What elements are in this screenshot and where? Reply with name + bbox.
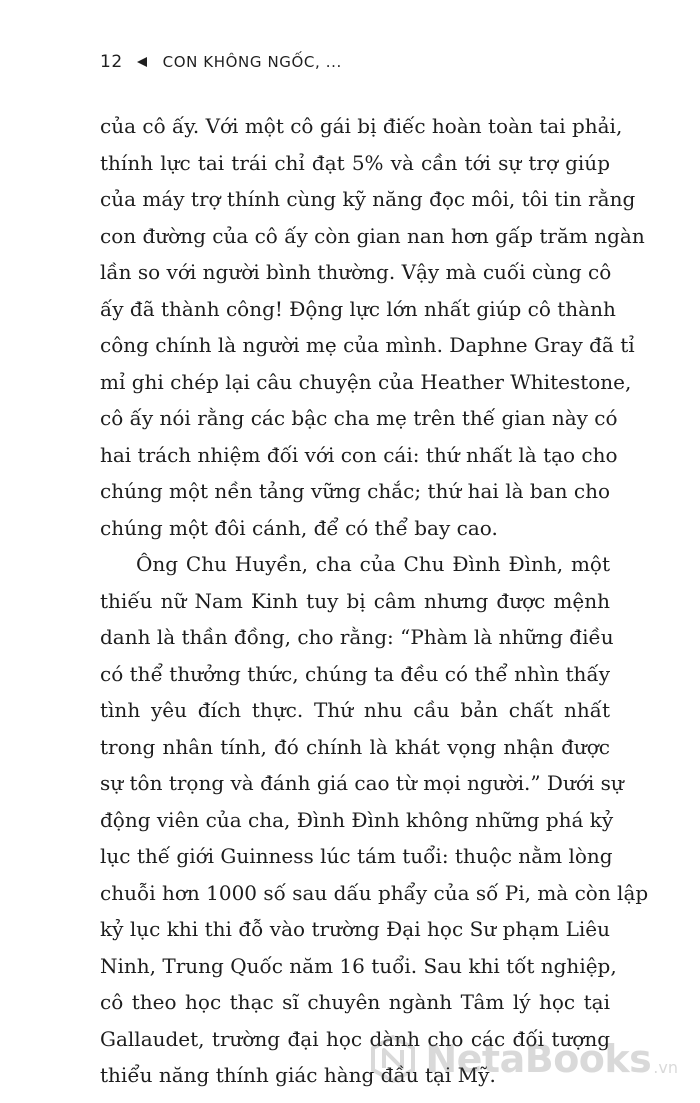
text-line: Ninh, Trung Quốc năm 16 tuổi. Sau khi tốt nghiệp, — [100, 953, 617, 978]
text-line: danh là thần đồng, cho rằng: “Phàm là những điều — [100, 625, 614, 649]
text-line: hai trách nhiệm đối với con cái: thứ nhất là tạo cho — [100, 442, 618, 467]
left-arrow-icon — [137, 57, 147, 67]
text-line: chuỗi hơn 1000 số sau dấu phẩy của số Pi, mà còn lập — [100, 880, 649, 905]
watermark-brand: NetaBooks — [425, 1037, 652, 1081]
text-line: ấy đã thành công! Động lực lớn nhất giúp cô thành — [100, 296, 616, 321]
text-line: của cô ấy. Với một cô gái bị điếc hoàn toàn tai phải, — [100, 114, 623, 138]
watermark-suffix: .vn — [653, 1058, 678, 1077]
text-line: lục thế giới Guinness lúc tám tuổi: thuộc nằm lòng — [100, 844, 613, 868]
text-line: chúng một đôi cánh, để có thể bay cao. — [100, 515, 498, 540]
paragraph — [100, 546, 649, 1094]
text-line: có thể thưởng thức, chúng ta đều có thể nhìn thấy — [100, 661, 610, 686]
text-line: của máy trợ thính cùng kỹ năng đọc môi, tôi tin rằng — [100, 187, 636, 211]
book-title: CON KHÔNG NGỐC, ... — [162, 53, 342, 71]
text-line: tình yêu đích thực. Thứ nhu cầu bản chất nhất — [100, 698, 610, 722]
text-line: kỷ lục khi thi đỗ vào trường Đại học Sư phạm Liêu — [100, 917, 610, 941]
text-line: con đường của cô ấy còn gian nan hơn gấp trăm ngàn — [100, 223, 645, 248]
text-line: Gallaudet, trường đại học dành cho các đối tượng — [100, 1026, 610, 1051]
text-line: lần so với người bình thường. Vậy mà cuối cùng cô — [100, 260, 612, 284]
text-line: thiếu nữ Nam Kinh tuy bị câm nhưng được mệnh — [100, 588, 610, 613]
text-line: cô ấy nói rằng các bậc cha mẹ trên thế gian này có — [100, 406, 618, 430]
page-number: 12 — [100, 52, 123, 72]
text-line: sự tôn trọng và đánh giá cao từ mọi người.” Dưới sự — [100, 771, 624, 795]
paragraph — [100, 108, 645, 546]
text-line: công chính là người mẹ của mình. Daphne Gray đã tỉ — [100, 333, 635, 357]
body-text — [100, 108, 649, 1094]
text-line: Ông Chu Huyền, cha của Chu Đình Đình, một — [136, 552, 610, 576]
text-line: chúng một nền tảng vững chắc; thứ hai là ban cho — [100, 479, 610, 503]
text-line: cô theo học thạc sĩ chuyên ngành Tâm lý học tại — [100, 990, 610, 1014]
netabooks-watermark — [369, 1035, 678, 1083]
text-line: trong nhân tính, đó chính là khát vọng nhận được — [100, 734, 610, 759]
text-line: thiểu năng thính giác hàng đầu tại Mỹ. — [100, 1063, 496, 1087]
text-line: mỉ ghi chép lại câu chuyện của Heather Whitestone, — [100, 369, 632, 394]
netabooks-logo-icon — [369, 1035, 417, 1083]
text-line: động viên của cha, Đình Đình không những phá kỷ — [100, 807, 614, 832]
text-line: thính lực tai trái chỉ đạt 5% và cần tới sự trợ giúp — [100, 150, 610, 175]
running-header — [100, 52, 342, 72]
